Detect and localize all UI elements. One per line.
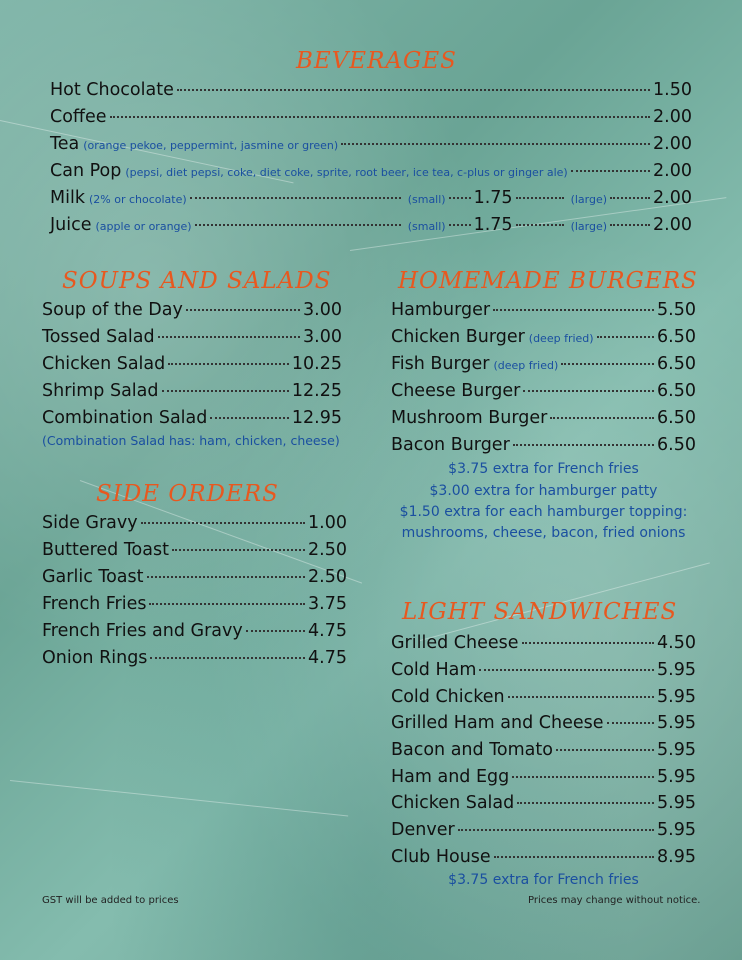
menu-item-hot-chocolate: Hot Chocolate 1.50 <box>50 80 692 100</box>
soups-heading: SOUPS AND SALADS <box>62 268 332 294</box>
menu-item-milk: Milk (2% or chocolate) (small) 1.75 (large) 2.00 <box>50 188 692 208</box>
menu-item-grilled-ham-and-cheese: Grilled Ham and Cheese 5.95 <box>391 713 696 733</box>
burger-extra-fries: $3.75 extra for French fries <box>448 461 639 477</box>
sandwiches-heading: LIGHT SANDWICHES <box>402 599 678 625</box>
menu-item-tea: Tea (orange pekoe, peppermint, jasmine or green) 2.00 <box>50 134 692 154</box>
burger-topping-list: mushrooms, cheese, bacon, fried onions <box>401 525 686 541</box>
menu-item-buttered-toast: Buttered Toast 2.50 <box>42 540 347 560</box>
menu-item-french-fries-and-gravy: French Fries and Gravy 4.75 <box>42 621 347 641</box>
menu-item-side-gravy: Side Gravy 1.00 <box>42 513 347 533</box>
menu-item-cold-ham: Cold Ham 5.95 <box>391 660 696 680</box>
menu-item-chicken-burger: Chicken Burger (deep fried) 6.50 <box>391 327 696 347</box>
menu-item-tossed-salad: Tossed Salad 3.00 <box>42 327 342 347</box>
sides-heading: SIDE ORDERS <box>96 481 279 507</box>
price-change-note: Prices may change without notice. <box>528 895 701 906</box>
menu-item-fish-burger: Fish Burger (deep fried) 6.50 <box>391 354 696 374</box>
menu-item-cold-chicken: Cold Chicken 5.95 <box>391 687 696 707</box>
menu-item-hamburger: Hamburger 5.50 <box>391 300 696 320</box>
burgers-heading: HOMEMADE BURGERS <box>398 268 698 294</box>
menu-item-denver: Denver 5.95 <box>391 820 696 840</box>
menu-item-bacon-and-tomato: Bacon and Tomato 5.95 <box>391 740 696 760</box>
menu-item-cheese-burger: Cheese Burger 6.50 <box>391 381 696 401</box>
menu-item-club-house: Club House 8.95 <box>391 847 696 867</box>
burger-extra-patty: $3.00 extra for hamburger patty <box>429 483 658 499</box>
menu-item-mushroom-burger: Mushroom Burger 6.50 <box>391 408 696 428</box>
menu-item-shrimp-salad: Shrimp Salad 12.25 <box>42 381 342 401</box>
sandwich-extra-fries: $3.75 extra for French fries <box>448 872 639 888</box>
menu-item-combination-salad: Combination Salad 12.95 <box>42 408 342 428</box>
menu-item-grilled-cheese: Grilled Cheese 4.50 <box>391 633 696 653</box>
burger-extra-topping: $1.50 extra for each hamburger topping: <box>399 504 688 520</box>
menu-item-juice: Juice (apple or orange) (small) 1.75 (large) 2.00 <box>50 215 692 235</box>
menu-item-coffee: Coffee 2.00 <box>50 107 692 127</box>
menu-item-ham-and-egg: Ham and Egg 5.95 <box>391 767 696 787</box>
menu-item-onion-rings: Onion Rings 4.75 <box>42 648 347 668</box>
menu-item-chicken-salad: Chicken Salad 10.25 <box>42 354 342 374</box>
beverages-heading: BEVERAGES <box>296 48 457 74</box>
menu-item-bacon-burger: Bacon Burger 6.50 <box>391 435 696 455</box>
menu-item-garlic-toast: Garlic Toast 2.50 <box>42 567 347 587</box>
menu-item-french-fries: French Fries 3.75 <box>42 594 347 614</box>
combination-salad-note: (Combination Salad has: ham, chicken, cheese) <box>42 433 340 448</box>
menu-item-chicken-salad-sandwich: Chicken Salad 5.95 <box>391 793 696 813</box>
menu-item-can-pop: Can Pop (pepsi, diet pepsi, coke, diet coke, sprite, root beer, ice tea, c-plus or ginger ale) 2.00 <box>50 161 692 181</box>
marble-vein <box>10 780 348 817</box>
gst-note: GST will be added to prices <box>42 895 179 906</box>
menu-item-soup-of-the-day: Soup of the Day 3.00 <box>42 300 342 320</box>
